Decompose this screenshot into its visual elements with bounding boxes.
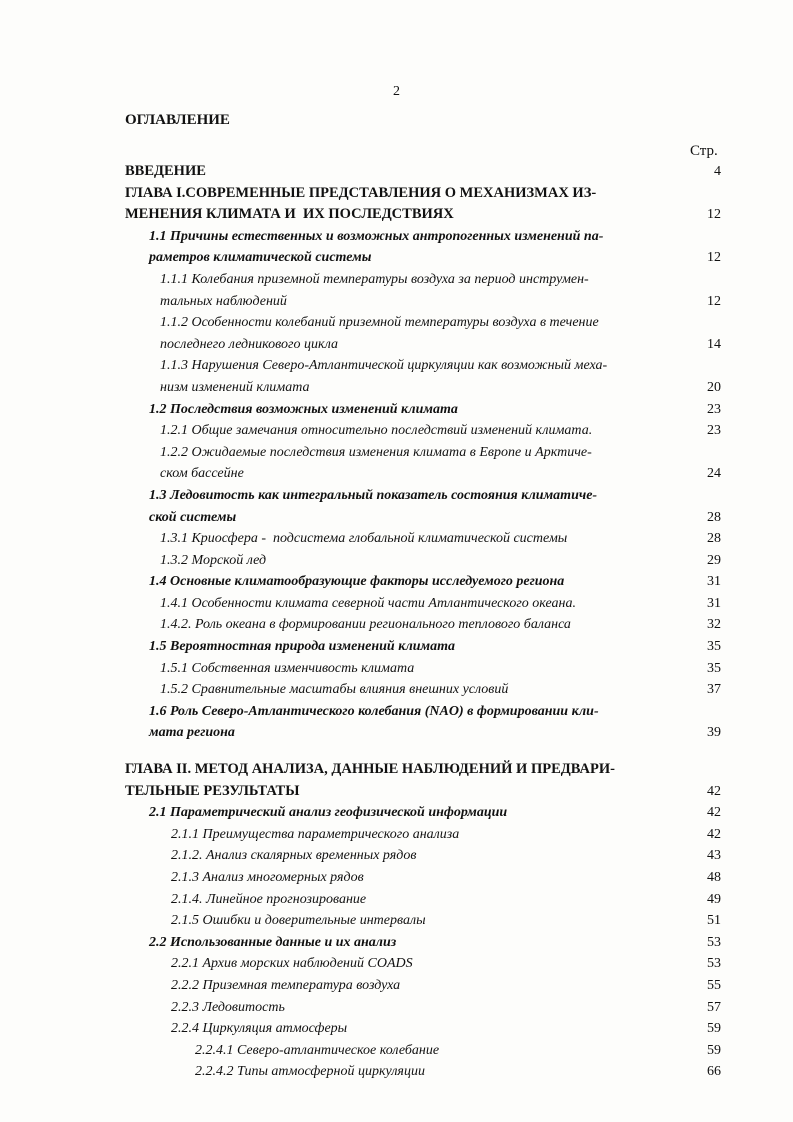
- toc-entry: [0, 550, 793, 572]
- toc-entry: [0, 824, 793, 846]
- toc-entry: [0, 226, 793, 269]
- page-column-label: Стр.: [690, 143, 718, 159]
- toc-entry-page: 31: [707, 595, 721, 611]
- toc-entry: [0, 1061, 793, 1083]
- toc-entry-page: 29: [707, 552, 721, 568]
- toc-entry-text: 1.4.1 Особенности климата северной части Атлантического океана.: [160, 595, 576, 611]
- toc-entry-text: 1.6 Роль Северо-Атлантического колебания (NAO) в формировании кли-: [149, 703, 599, 719]
- toc-entry-page: 53: [707, 934, 721, 950]
- toc-entry-page: 35: [707, 639, 721, 655]
- toc-entry: [0, 161, 793, 183]
- table-of-contents: [0, 161, 793, 1083]
- toc-entry: [0, 269, 793, 312]
- toc-entry: [0, 932, 793, 954]
- toc-entry-page: 35: [707, 660, 721, 676]
- toc-entry: [0, 889, 793, 911]
- toc-entry: [0, 183, 793, 226]
- toc-entry-text: 1.1.2 Особенности колебаний приземной температуры воздуха в течение: [160, 315, 599, 331]
- toc-entry: [0, 1018, 793, 1040]
- toc-entry-page: 49: [707, 891, 721, 907]
- toc-entry-text: тальных наблюдений: [160, 293, 287, 309]
- toc-entry-text: 1.4 Основные климатообразующие факторы исследуемого региона: [149, 574, 565, 590]
- toc-entry-text: низм изменений климата: [160, 379, 310, 395]
- toc-entry-text: 1.3.2 Морской лед: [160, 552, 267, 568]
- toc-entry-text: мата региона: [149, 725, 235, 741]
- toc-entry: [0, 975, 793, 997]
- toc-entry: [0, 593, 793, 615]
- toc-entry-text: 2.1.5 Ошибки и доверительные интервалы: [171, 913, 426, 929]
- toc-entry-page: 42: [707, 783, 721, 799]
- toc-entry-text: раметров климатической системы: [149, 250, 372, 266]
- toc-entry: [0, 701, 793, 744]
- toc-entry-page: 20: [707, 379, 721, 395]
- toc-entry-text: 2.1.1 Преимущества параметрического анализа: [171, 826, 460, 842]
- toc-entry-page: 4: [714, 164, 721, 179]
- toc-entry-text: 1.1.3 Нарушения Северо-Атлантической циркуляции как возможный меха-: [160, 358, 608, 374]
- toc-entry-text: 1.1 Причины естественных и возможных антропогенных изменений па-: [149, 228, 604, 244]
- toc-entry-page: 28: [707, 509, 721, 525]
- toc-entry-text: 2.2.1 Архив морских наблюдений COADS: [171, 956, 413, 972]
- toc-entry-text: 2.2.4.2 Типы атмосферной циркуляции: [195, 1064, 425, 1080]
- toc-gap: [0, 744, 793, 759]
- toc-entry-text: 2.1.3 Анализ многомерных рядов: [171, 870, 364, 885]
- toc-entry: [0, 867, 793, 889]
- toc-entry-text: 1.3 Ледовитость как интегральный показатель состояния климатиче-: [149, 487, 598, 503]
- toc-entry-page: 57: [707, 999, 721, 1015]
- toc-entry: [0, 399, 793, 421]
- toc-entry: [0, 997, 793, 1019]
- toc-entry-text: ГЛАВА II. МЕТОД АНАЛИЗА, ДАННЫЕ НАБЛЮДЕНИЙ И ПРЕДВАРИ-: [125, 761, 615, 778]
- toc-entry-text: 1.5.2 Сравнительные масштабы влияния внешних условий: [160, 682, 509, 698]
- toc-entry-page: 42: [707, 805, 721, 821]
- toc-entry-text: ском бассейне: [160, 466, 244, 482]
- toc-entry: [0, 845, 793, 867]
- toc-entry-page: 66: [707, 1064, 721, 1080]
- toc-entry-text: 2.2.4.1 Северо-атлантическое колебание: [195, 1042, 440, 1058]
- toc-entry-text: 1.2.2 Ожидаемые последствия изменения климата в Европе и Арктиче-: [160, 444, 592, 460]
- toc-entry: [0, 910, 793, 932]
- toc-entry-page: 12: [707, 250, 721, 266]
- toc-entry: [0, 355, 793, 398]
- toc-entry-page: 12: [707, 293, 721, 309]
- toc-entry: [0, 802, 793, 824]
- toc-entry-text: 2.2 Использованные данные и их анализ: [149, 934, 397, 950]
- toc-entry: [0, 485, 793, 528]
- toc-entry-text: 1.1.1 Колебания приземной температуры воздуха за период инструмен-: [160, 271, 589, 287]
- toc-entry-text: последнего ледникового цикла: [160, 336, 339, 352]
- toc-entry-page: 59: [707, 1042, 721, 1058]
- toc-entry-text: ВВЕДЕНИЕ: [125, 163, 206, 179]
- toc-entry-page: 48: [707, 870, 721, 885]
- toc-title: ОГЛАВЛЕНИЕ: [125, 112, 230, 128]
- toc-entry: [0, 312, 793, 355]
- toc-entry-text: ТЕЛЬНЫЕ РЕЗУЛЬТАТЫ: [125, 782, 300, 799]
- toc-entry-text: МЕНЕНИЯ КЛИМАТА И ИХ ПОСЛЕДСТВИЯХ: [125, 206, 454, 223]
- toc-entry-text: ГЛАВА I.СОВРЕМЕННЫЕ ПРЕДСТАВЛЕНИЯ О МЕХАНИЗМАХ ИЗ-: [125, 184, 597, 201]
- toc-entry-text: 2.2.3 Ледовитость: [171, 999, 285, 1015]
- toc-entry: [0, 658, 793, 680]
- toc-entry-page: 32: [707, 617, 721, 633]
- toc-entry-page: 55: [707, 977, 721, 993]
- toc-entry-text: 1.5.1 Собственная изменчивость климата: [160, 660, 415, 676]
- toc-entry-page: 31: [707, 574, 721, 590]
- toc-entry-text: 2.2.4 Циркуляция атмосферы: [171, 1021, 348, 1037]
- toc-entry-page: 14: [707, 336, 721, 352]
- toc-entry-text: 1.3.1 Криосфера - подсистема глобальной климатической системы: [160, 531, 568, 547]
- toc-entry-page: 53: [707, 956, 721, 972]
- toc-entry-text: 2.1 Параметрический анализ геофизической информации: [149, 805, 508, 821]
- toc-entry-page: 24: [707, 466, 721, 482]
- toc-entry: [0, 679, 793, 701]
- page-number: 2: [393, 84, 400, 99]
- toc-entry: [0, 614, 793, 636]
- toc-entry: [0, 571, 793, 593]
- toc-entry: [0, 636, 793, 658]
- toc-entry-page: 43: [707, 848, 721, 864]
- toc-entry-page: 39: [707, 725, 721, 741]
- toc-entry-text: 2.1.4. Линейное прогнозирование: [171, 891, 367, 907]
- toc-entry-text: ской системы: [149, 509, 237, 525]
- toc-entry-page: 23: [707, 423, 721, 439]
- toc-entry: [0, 759, 793, 802]
- toc-entry-text: 1.4.2. Роль океана в формировании регионального теплового баланса: [160, 617, 571, 633]
- toc-entry-page: 51: [707, 913, 721, 929]
- toc-entry: [0, 420, 793, 442]
- toc-entry-page: 59: [707, 1021, 721, 1037]
- toc-entry-page: 37: [707, 682, 721, 698]
- toc-entry: [0, 442, 793, 485]
- toc-entry-page: 42: [707, 826, 721, 842]
- toc-entry: [0, 528, 793, 550]
- toc-entry-page: 28: [707, 531, 721, 547]
- toc-entry-page: 12: [707, 207, 721, 223]
- toc-entry-page: 23: [707, 401, 721, 417]
- toc-entry-text: 1.2.1 Общие замечания относительно последствий изменений климата.: [160, 423, 593, 439]
- toc-entry-text: 2.2.2 Приземная температура воздуха: [171, 977, 401, 993]
- toc-entry-text: 1.2 Последствия возможных изменений климата: [149, 401, 458, 417]
- toc-entry: [0, 1040, 793, 1062]
- toc-entry: [0, 953, 793, 975]
- toc-entry-text: 1.5 Вероятностная природа изменений климата: [149, 639, 456, 655]
- toc-entry-text: 2.1.2. Анализ скалярных временных рядов: [171, 848, 417, 864]
